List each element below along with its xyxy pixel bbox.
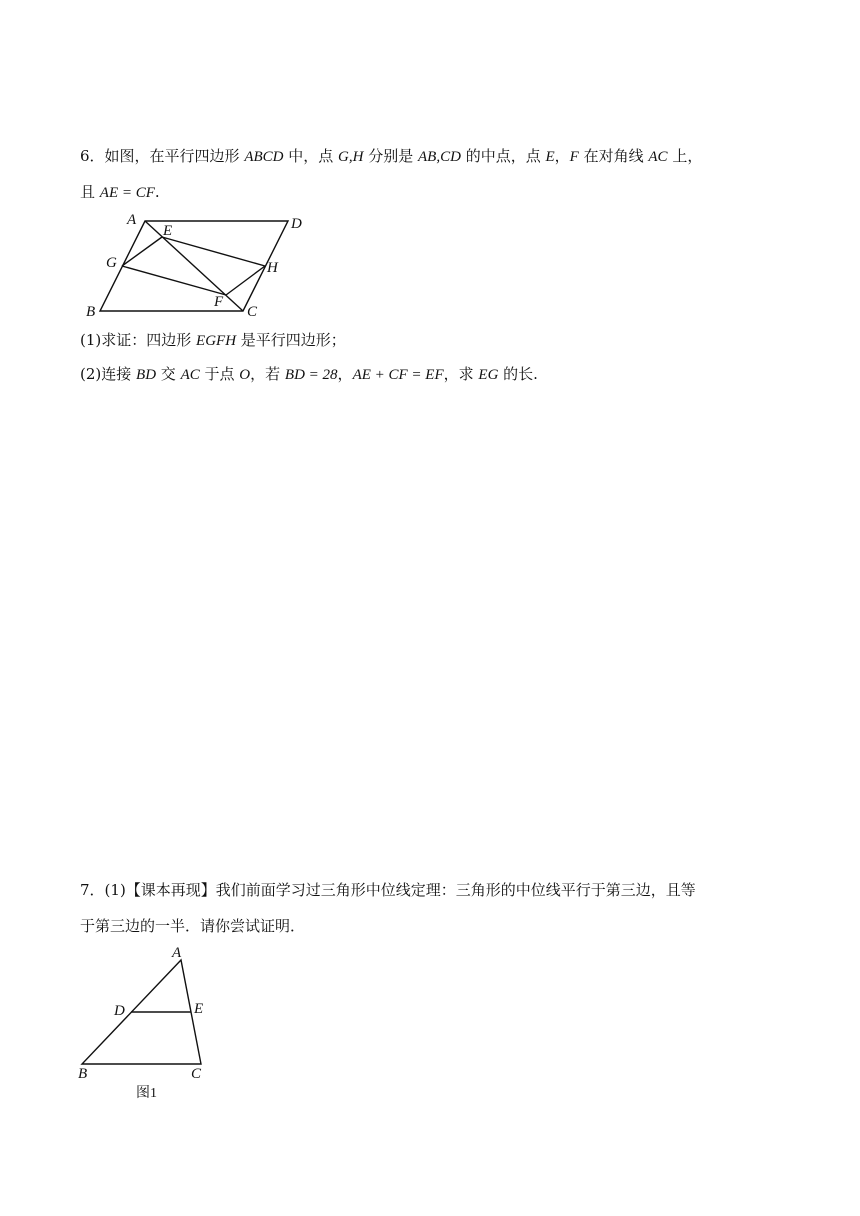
tri-label-C: C <box>191 1066 202 1082</box>
q7-triangle-figure <box>82 960 204 1064</box>
q6-part-1: (1)求证：四边形 EGFH 是平行四边形； <box>80 331 346 349</box>
label-E: E <box>163 223 173 239</box>
q7-line-1: 7．(1)【课本再现】我们前面学习过三角形中位线定理：三角形的中位线平行于第三边，且等 <box>80 881 696 899</box>
tri-label-E: E <box>194 1001 204 1017</box>
q6-line-1: 6．如图，在平行四边形 ABCD 中，点 G,H 分别是 AB,CD 的中点，点 E，F 在对角线 AC 上， <box>80 147 703 165</box>
q6-number: 6． <box>80 147 105 165</box>
figure-caption: 图1 <box>136 1086 157 1101</box>
diagonal-AC <box>145 221 243 311</box>
label-G: G <box>106 255 117 271</box>
label-F: F <box>214 294 224 310</box>
label-B: B <box>86 304 96 320</box>
q6-part-2: (2)连接 BD 交 AC 于点 O，若 BD = 28，AE + CF = EF，求 EG 的长. <box>80 365 538 383</box>
label-D: D <box>291 216 302 232</box>
label-A: A <box>127 212 137 228</box>
label-H: H <box>267 260 278 276</box>
q6-line-2: 且 AE = CF. <box>80 183 160 201</box>
q7-line-2: 于第三边的一半．请你尝试证明． <box>80 917 306 935</box>
segment-HF <box>226 266 265 295</box>
tri-label-D: D <box>114 1003 125 1019</box>
segment-GE <box>122 237 162 266</box>
tri-label-A: A <box>172 945 182 961</box>
tri-label-B: B <box>78 1066 88 1082</box>
label-C: C <box>247 304 258 320</box>
